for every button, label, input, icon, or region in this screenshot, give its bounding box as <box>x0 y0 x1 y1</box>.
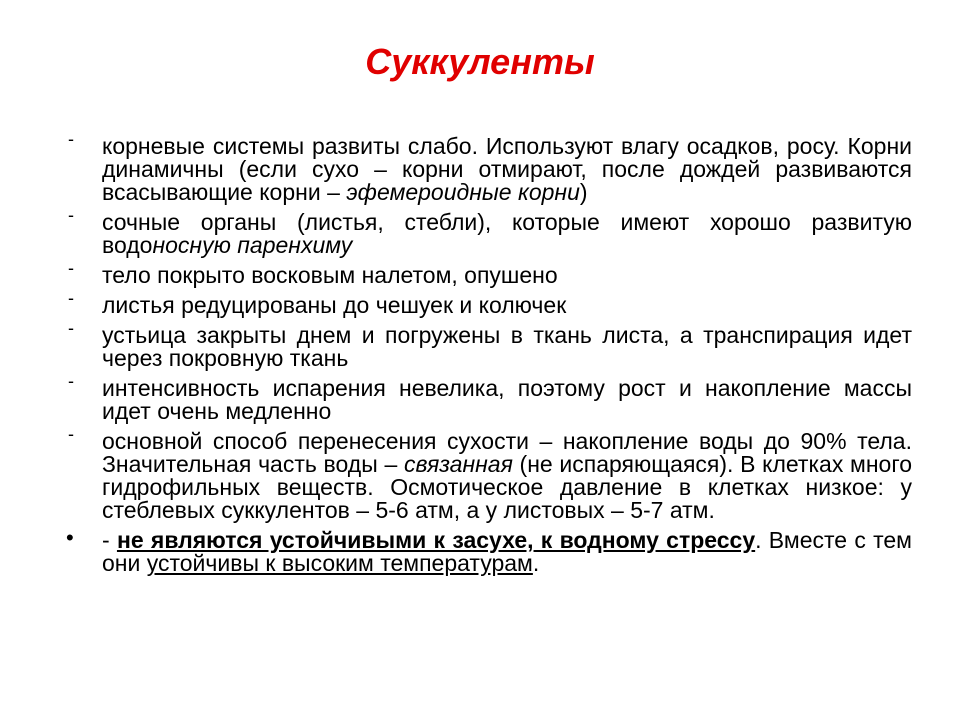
item-text: сочные органы (листья, стебли), которые имеют хорошо развитую водо <box>102 209 912 258</box>
list-item-evaporation <box>60 371 912 424</box>
item-text: основной способ перенесения сухости – накопление воды до 90% тела. Значительная часть воды – <box>102 428 912 477</box>
dash-marker: - <box>68 371 74 391</box>
item-text: - <box>102 527 117 553</box>
item-text: . Вместе с тем они <box>102 527 912 576</box>
item-term-italic: носную паренхиму <box>152 232 353 258</box>
list-item-stomata <box>60 318 912 371</box>
dash-marker: - <box>68 129 74 149</box>
dash-marker: - <box>68 205 74 225</box>
dash-marker: - <box>68 288 74 308</box>
item-term-italic: эфемероидные корни <box>346 179 580 205</box>
item-text: (не испаряющаяся). В клетках много гидрофильных веществ. Осмотическое давление в клетках низкое: у стеблевых суккулентов – 5-6 атм, а у листовых – 5-7 атм. <box>102 451 912 523</box>
dash-marker: - <box>68 424 74 444</box>
bullet-marker: • <box>66 525 74 550</box>
slide-title: Суккуленты <box>365 41 595 82</box>
list-item-root-systems <box>60 129 912 205</box>
item-text: ) <box>579 179 588 205</box>
item-text: интенсивность испарения невелика, поэтому рост и накопление массы идет очень медленно <box>102 375 912 424</box>
item-text: тело покрыто восковым налетом, опушено <box>102 262 558 288</box>
list-item-succulent-organs <box>60 205 912 258</box>
item-emphasis-bold-underlined: не являются устойчивыми к засухе, к водному стрессу <box>116 527 756 553</box>
list-item-drought-resistance <box>60 525 912 576</box>
item-emphasis-underlined: устойчивы к высоким температурам <box>146 550 533 576</box>
item-text: . <box>532 550 540 576</box>
list-item-reduced-leaves <box>60 288 912 318</box>
item-text: устьица закрыты днем и погружены в ткань листа, а транспирация идет через покровную ткань <box>102 322 912 371</box>
dash-marker: - <box>68 318 74 338</box>
list-item-water-storage <box>60 424 912 523</box>
bullet-list <box>60 129 912 582</box>
list-item-wax-coating <box>60 258 912 288</box>
item-text: листья редуцированы до чешуек и колючек <box>102 292 567 318</box>
item-text: корневые системы развиты слабо. Используют влагу осадков, росу. Корни динамичны (если сухо – корни отмирают, после дождей развиваются всасывающие корни – <box>102 133 912 205</box>
dash-marker: - <box>68 258 74 278</box>
item-term-italic: связанная <box>403 451 513 477</box>
